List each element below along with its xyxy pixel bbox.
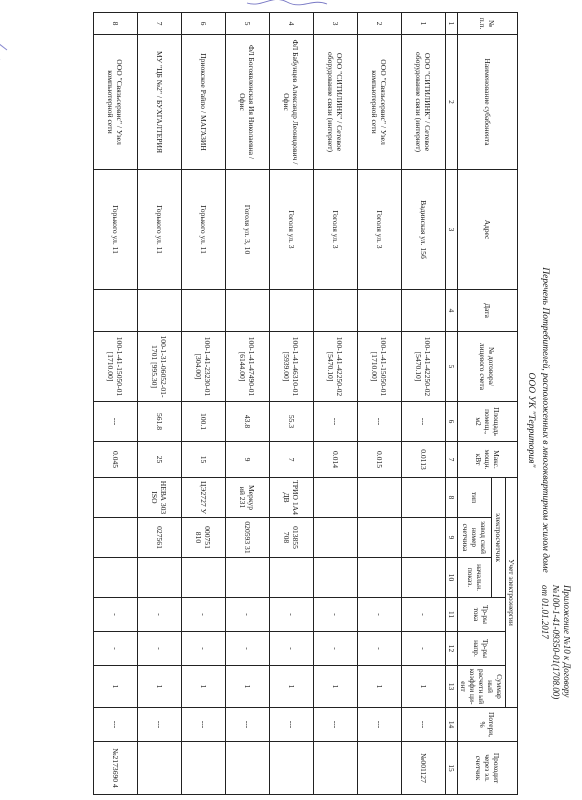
col-number: 12	[446, 632, 458, 666]
cell-address: Гоголя ул. 3	[270, 170, 314, 290]
cell-num: 6	[182, 13, 226, 35]
col-number: 13	[446, 666, 458, 708]
cell-date	[182, 290, 226, 332]
col-header-num: № п.п.	[458, 13, 518, 35]
cell-area: ---	[358, 402, 402, 442]
cell-coef: 1	[402, 666, 446, 708]
cell-address: Вадинская ул. 15б	[402, 170, 446, 290]
cell-address: Гоголя ул. 3	[314, 170, 358, 290]
col-header-metering: Учет электроэнергии	[506, 478, 518, 708]
cell-coef: 1	[182, 666, 226, 708]
cell-through: №001127	[402, 742, 446, 795]
appendix-line-1: Приложение №10 к Договору	[562, 585, 572, 698]
cell-name: ООО "Связьсервис" / Узел компьютерной сети	[94, 35, 138, 170]
cell-name: ООО "СИТИЛИНК" / Сетевое оборудование связи (интернет)	[402, 35, 446, 170]
col-number: 5	[446, 332, 458, 402]
cell-power: 9	[226, 442, 270, 478]
document-title: Перечень Потребителей, расположенных в многоквартирном жилом доме	[540, 267, 550, 573]
table-row	[314, 13, 358, 795]
signature-mark	[242, 0, 332, 14]
appendix-line-3: от 01.01.2017	[540, 585, 550, 639]
cell-through	[182, 742, 226, 795]
header-row-1	[506, 13, 518, 795]
cell-losses: ---	[226, 708, 270, 742]
col-number: 11	[446, 598, 458, 632]
cell-coef: 1	[270, 666, 314, 708]
cell-name: ООО "СИТИЛИНК" / Сетевое оборудование связи (интернет)	[314, 35, 358, 170]
cell-ct: -	[270, 598, 314, 632]
cell-type	[402, 478, 446, 518]
col-header-factory-no: завод ской номер счетчика	[458, 518, 492, 558]
cell-power: 15	[182, 442, 226, 478]
company-name: ООО УК "Территория"	[526, 372, 536, 468]
cell-contract: 100-1-41-42250-02 [5470.10]	[314, 332, 358, 402]
cell-losses: ---	[94, 708, 138, 742]
cell-area: 55.3	[270, 402, 314, 442]
cell-initial	[182, 558, 226, 598]
cell-num: 7	[138, 13, 182, 35]
col-header-date: Дата	[458, 290, 518, 332]
col-header-initial: начальн. показ.	[458, 558, 492, 598]
cell-num: 5	[226, 13, 270, 35]
col-number: 14	[446, 708, 458, 742]
cell-contract: 100-1-41-47490-01 [6144.00]	[226, 332, 270, 402]
cell-type	[94, 478, 138, 518]
cell-power: 25	[138, 442, 182, 478]
cell-factory-no	[402, 518, 446, 558]
cell-vt: -	[182, 632, 226, 666]
col-number: 4	[446, 290, 458, 332]
cell-area: 43.8	[226, 402, 270, 442]
cell-num: 4	[270, 13, 314, 35]
cell-initial	[314, 558, 358, 598]
cell-initial	[358, 558, 402, 598]
cell-area: 100.1	[182, 402, 226, 442]
col-header-through: Проходит через эл. счетчик	[458, 742, 518, 795]
col-number: 15	[446, 742, 458, 795]
cell-area: ---	[94, 402, 138, 442]
cell-contract: 100-1-31-06052-01-1701 [995.30]	[138, 332, 182, 402]
cell-vt: -	[226, 632, 270, 666]
cell-factory-no	[314, 518, 358, 558]
cell-losses: ---	[314, 708, 358, 742]
cell-losses: ---	[270, 708, 314, 742]
cell-date	[402, 290, 446, 332]
cell-factory-no: 020593 31	[226, 518, 270, 558]
cell-ct: -	[314, 598, 358, 632]
cell-through	[314, 742, 358, 795]
cell-factory-no: 013855 708	[270, 518, 314, 558]
cell-num: 3	[314, 13, 358, 35]
cell-coef: 1	[314, 666, 358, 708]
cell-address: Горького ул. 11	[138, 170, 182, 290]
cell-power: 0.045	[94, 442, 138, 478]
cell-ct: -	[226, 598, 270, 632]
cell-type: ТРИО 1А4 ДВ	[270, 478, 314, 518]
col-header-meter: электросчетчик	[492, 478, 506, 598]
cell-date	[314, 290, 358, 332]
col-number: 1	[446, 13, 458, 35]
cell-ct: -	[402, 598, 446, 632]
cell-address: Гоголя ул. 3, 10	[226, 170, 270, 290]
cell-name: ООО "Связьсервис" / Узел компьютерной сети	[358, 35, 402, 170]
col-number: 10	[446, 558, 458, 598]
cell-initial	[226, 558, 270, 598]
table-row	[138, 13, 182, 795]
cell-vt: -	[358, 632, 402, 666]
cell-initial	[138, 558, 182, 598]
cell-contract: 100-1-41-15050-01 [1710.00]	[94, 332, 138, 402]
col-number: 2	[446, 35, 458, 170]
table-row	[358, 13, 402, 795]
table-row	[94, 13, 138, 795]
col-header-vt: Тр-ры напр.	[458, 632, 506, 666]
cell-date	[270, 290, 314, 332]
cell-losses: ---	[402, 708, 446, 742]
col-header-area: Площадь помещ., м2	[458, 402, 518, 442]
cell-address: Гоголя ул. 3	[358, 170, 402, 290]
cell-coef: 1	[226, 666, 270, 708]
cell-losses: ---	[138, 708, 182, 742]
cell-name: ФЛ Богоявленская Ия Николаевна / Офис	[226, 35, 270, 170]
col-number: 8	[446, 478, 458, 518]
cell-through	[226, 742, 270, 795]
pen-hatch-mark	[0, 10, 12, 70]
cell-coef: 1	[138, 666, 182, 708]
cell-num: 1	[402, 13, 446, 35]
col-header-losses: Потери, %	[458, 708, 518, 742]
cell-contract: 100-1-41-46310-01 [5939.00]	[270, 332, 314, 402]
cell-power: 0.0113	[402, 442, 446, 478]
cell-address: Горького ул. 11	[182, 170, 226, 290]
cell-vt: -	[94, 632, 138, 666]
col-header-type: тип	[458, 478, 492, 518]
cell-area: ---	[314, 402, 358, 442]
cell-name: МУ "ЦБ №2" / БУХГАЛТЕРИЯ	[138, 35, 182, 170]
cell-address: Горького ул. 11	[94, 170, 138, 290]
col-number: 7	[446, 442, 458, 478]
cell-ct: -	[138, 598, 182, 632]
col-number: 3	[446, 170, 458, 290]
col-header-ct: Тр-ры тока	[458, 598, 506, 632]
cell-coef: 1	[94, 666, 138, 708]
cell-power: 0.015	[358, 442, 402, 478]
table-row	[182, 13, 226, 795]
col-header-coef: Суммар ный расчетн ый коэффи ци-ент	[458, 666, 506, 708]
cell-type: ЦЭ2727 У	[182, 478, 226, 518]
cell-losses: ---	[182, 708, 226, 742]
cell-initial	[94, 558, 138, 598]
cell-contract: 100-1-41-23230-01 [304.00]	[182, 332, 226, 402]
cell-through: №2173690 4	[94, 742, 138, 795]
col-number: 9	[446, 518, 458, 558]
cell-vt: -	[314, 632, 358, 666]
consumers-table	[93, 12, 518, 795]
cell-area: ---	[402, 402, 446, 442]
cell-power: 0.014	[314, 442, 358, 478]
cell-num: 8	[94, 13, 138, 35]
cell-date	[138, 290, 182, 332]
table-row	[402, 13, 446, 795]
cell-num: 2	[358, 13, 402, 35]
cell-name: Приокское Райпо / МАГАЗИН	[182, 35, 226, 170]
cell-factory-no: 000751 810	[182, 518, 226, 558]
cell-losses: ---	[358, 708, 402, 742]
cell-through	[270, 742, 314, 795]
cell-date	[226, 290, 270, 332]
cell-type	[314, 478, 358, 518]
cell-through	[358, 742, 402, 795]
cell-date	[358, 290, 402, 332]
cell-type: НЕВА 303 ISO	[138, 478, 182, 518]
cell-through	[138, 742, 182, 795]
table-body	[94, 13, 446, 795]
cell-power: 7	[270, 442, 314, 478]
cell-ct: -	[94, 598, 138, 632]
cell-ct: -	[358, 598, 402, 632]
column-number-row	[446, 13, 458, 795]
cell-type	[358, 478, 402, 518]
cell-factory-no	[94, 518, 138, 558]
cell-factory-no	[358, 518, 402, 558]
cell-initial	[402, 558, 446, 598]
col-number: 6	[446, 402, 458, 442]
table-row	[226, 13, 270, 795]
cell-factory-no: 027561	[138, 518, 182, 558]
cell-contract: 100-1-41-42250-02 [5470.10]	[402, 332, 446, 402]
cell-ct: -	[182, 598, 226, 632]
col-header-address: Адрес	[458, 170, 518, 290]
col-header-power: Макс. мощн. кВт	[458, 442, 518, 478]
cell-coef: 1	[358, 666, 402, 708]
col-header-name: Наименование субабонента	[458, 35, 518, 170]
cell-contract: 100-1-41-15050-01 [1710.00]	[358, 332, 402, 402]
cell-type: Меркур ий 231	[226, 478, 270, 518]
cell-vt: -	[402, 632, 446, 666]
appendix-line-2: №100-1-41-09350-01(1708.00)	[551, 585, 561, 700]
cell-initial	[270, 558, 314, 598]
cell-vt: -	[138, 632, 182, 666]
table-row	[270, 13, 314, 795]
col-header-contract: № договора/ лицевого счета	[458, 332, 518, 402]
cell-name: ФЛ Бабунцев Александр Леонидович / Офис	[270, 35, 314, 170]
cell-vt: -	[270, 632, 314, 666]
cell-area: 561.8	[138, 402, 182, 442]
cell-date	[94, 290, 138, 332]
